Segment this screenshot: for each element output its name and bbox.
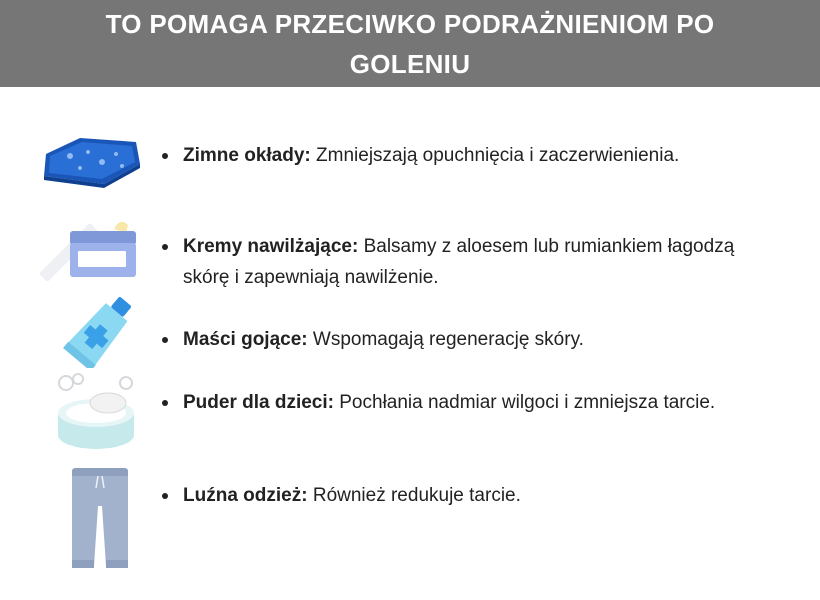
list-item-loose-clothing: [162, 480, 762, 511]
cream-jar-icon: [34, 215, 146, 281]
item-text: [183, 231, 762, 293]
item-term: Zimne okłady:: [183, 145, 311, 166]
bullet: [162, 337, 168, 343]
item-description: Również redukuje tarcie.: [307, 485, 521, 506]
list-item-cold-compresses: [162, 140, 762, 171]
item-term: Luźna odzież:: [183, 485, 308, 506]
list-item-healing-ointments: [162, 324, 762, 355]
page-title: TO POMAGA PRZECIWKO PODRAŻNIENIOM PO GOLENIU: [105, 8, 715, 79]
item-description: Wspomagają regenerację skóry.: [307, 329, 584, 350]
item-text: [183, 140, 762, 171]
header-banner: [0, 0, 820, 87]
item-text: [183, 480, 762, 511]
item-term: Puder dla dzieci:: [183, 392, 334, 413]
baby-powder-icon: [48, 373, 144, 453]
item-term: Kremy nawilżające:: [183, 236, 359, 257]
ointment-tube-icon: [60, 296, 140, 368]
item-term: Maści gojące:: [183, 329, 308, 350]
sweatpants-icon: [68, 466, 132, 572]
item-description: Pochłania nadmiar wilgoci i zmniejsza tarcie.: [333, 392, 716, 413]
bullet: [162, 493, 168, 499]
item-text: [183, 324, 762, 355]
item-text: [183, 387, 762, 418]
bullet: [162, 400, 168, 406]
bullet: [162, 244, 168, 250]
bullet: [162, 153, 168, 159]
list-item-moisturizing-creams: [162, 231, 762, 293]
item-description: Zmniejszają opuchnięcia i zaczerwienienia.: [310, 145, 680, 166]
list-item-baby-powder: [162, 387, 762, 418]
item-description: Balsamy z aloesem lub rumiankiem łagodzą skórę i zapewniają nawilżenie.: [183, 236, 735, 288]
cold-pack-icon: [40, 132, 144, 188]
